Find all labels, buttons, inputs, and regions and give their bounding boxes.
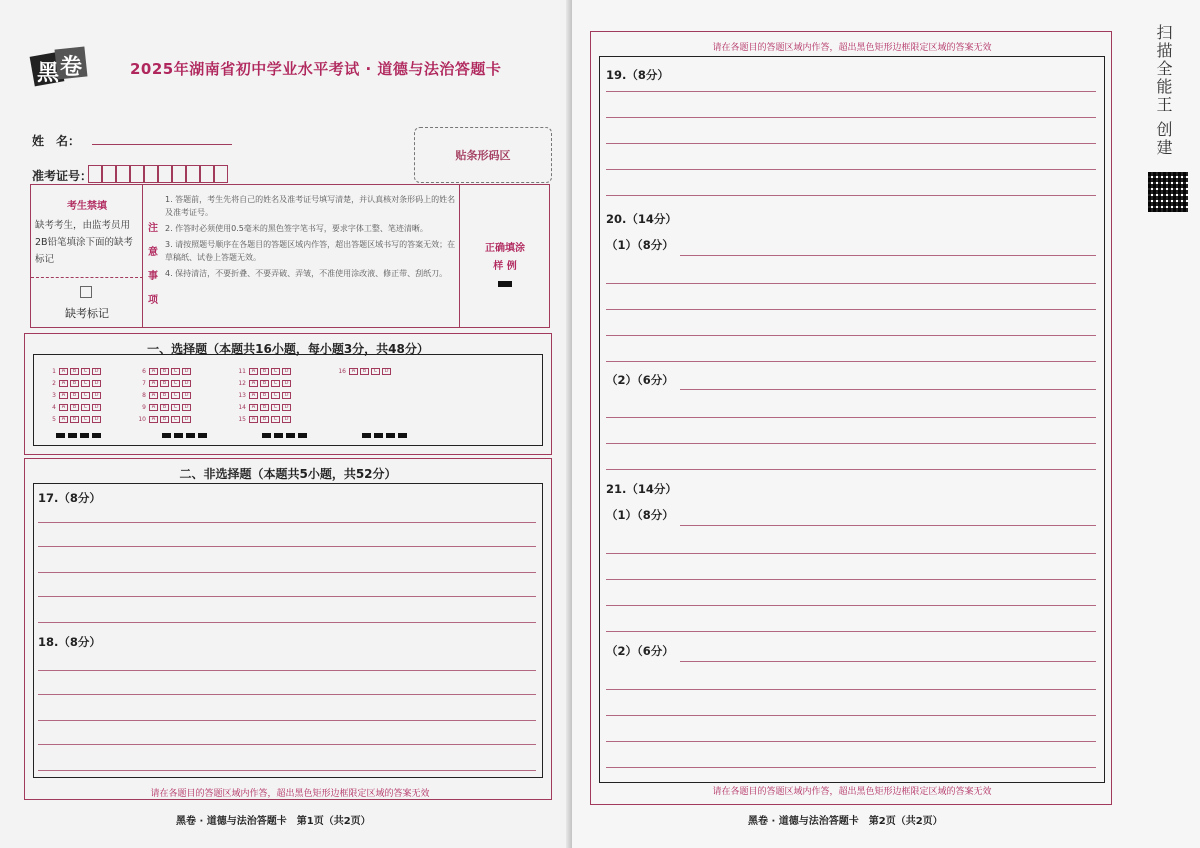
option-bubble[interactable]: B xyxy=(260,392,269,399)
timing-mark xyxy=(92,433,101,438)
answer-area-17-18[interactable] xyxy=(33,483,543,778)
question-number: 3 xyxy=(52,392,56,399)
answer-line xyxy=(606,117,1096,118)
choice-row[interactable] xyxy=(44,379,103,388)
timing-mark xyxy=(56,433,65,438)
timing-mark xyxy=(198,433,207,438)
q20-label: 20.（14分） xyxy=(606,212,677,226)
answer-line xyxy=(680,389,1096,390)
answer-line xyxy=(606,335,1096,336)
barcode-area: 贴条形码区 xyxy=(414,127,552,183)
candidate-heading: 考生禁填 xyxy=(67,201,107,212)
timing-mark xyxy=(374,433,383,438)
answer-line xyxy=(606,767,1096,768)
option-bubble[interactable]: D xyxy=(182,368,191,375)
option-bubble[interactable]: D xyxy=(182,416,191,423)
timing-mark xyxy=(162,433,171,438)
section2-title: 二、非选择题（本题共5小题，共52分） xyxy=(179,467,397,481)
exam-id-boxes[interactable] xyxy=(88,165,238,183)
question-number: 14 xyxy=(238,404,246,411)
option-bubble[interactable]: D xyxy=(182,392,191,399)
choice-row[interactable] xyxy=(134,415,193,424)
question-number: 8 xyxy=(142,392,146,399)
option-bubble[interactable]: B xyxy=(160,404,169,411)
section-nonchoice xyxy=(24,458,552,800)
choice-row[interactable] xyxy=(234,367,293,376)
answer-line xyxy=(606,169,1096,170)
question-number: 16 xyxy=(338,368,346,375)
q20-2-label: （2）（6分） xyxy=(606,373,674,387)
question-number: 13 xyxy=(238,392,246,399)
answer-line xyxy=(38,572,536,573)
option-bubble[interactable]: B xyxy=(70,368,79,375)
option-bubble[interactable]: A xyxy=(59,380,68,387)
timing-mark xyxy=(298,433,307,438)
page-footer: 黑卷 · 道德与法治答题卡 第1页（共2页） xyxy=(176,816,371,827)
choice-row[interactable] xyxy=(44,403,103,412)
top-warning: 请在各题目的答题区域内作答，超出黑色矩形边框限定区域的答案无效 xyxy=(712,43,992,53)
option-bubble[interactable]: B xyxy=(260,404,269,411)
q17-label: 17.（8分） xyxy=(38,491,101,505)
option-bubble[interactable]: C xyxy=(81,416,90,423)
option-bubble[interactable]: A xyxy=(149,416,158,423)
choice-row[interactable] xyxy=(334,367,393,376)
name-label: 姓 名： xyxy=(32,134,81,148)
answer-line xyxy=(680,525,1096,526)
option-bubble[interactable]: D xyxy=(92,392,101,399)
option-bubble[interactable]: C xyxy=(171,380,180,387)
timing-mark xyxy=(262,433,271,438)
answer-line xyxy=(606,91,1096,92)
choice-row[interactable] xyxy=(134,391,193,400)
choice-row[interactable] xyxy=(134,403,193,412)
option-bubble[interactable]: D xyxy=(282,392,291,399)
option-bubble[interactable]: A xyxy=(349,368,358,375)
notice-list xyxy=(165,193,457,280)
q21-1-label: （1）（8分） xyxy=(606,508,674,522)
choice-row[interactable] xyxy=(44,391,103,400)
question-number: 15 xyxy=(238,416,246,423)
notice-item: 3. 请按照题号顺序在各题目的答题区域内作答，超出答题区域书写的答案无效；在草稿纸、试卷上答题无效。 xyxy=(165,240,456,262)
fill-sample-label: 正确填涂 xyxy=(485,243,525,254)
answer-line xyxy=(606,689,1096,690)
fill-sample-label2: 样 例 xyxy=(493,261,517,272)
option-bubble[interactable]: B xyxy=(70,380,79,387)
option-bubble[interactable]: C xyxy=(81,368,90,375)
question-number: 12 xyxy=(238,380,246,387)
answer-line xyxy=(606,605,1096,606)
choice-row[interactable] xyxy=(44,415,103,424)
question-number: 2 xyxy=(52,380,56,387)
option-bubble[interactable]: C xyxy=(271,416,280,423)
option-bubble[interactable]: B xyxy=(160,368,169,375)
option-bubble[interactable]: B xyxy=(260,416,269,423)
answer-line xyxy=(38,522,536,523)
notice-item: 4. 保持清洁，不要折叠、不要弄破、弄皱，不准使用涂改液、修正带、刮纸刀。 xyxy=(165,269,448,278)
timing-mark xyxy=(68,433,77,438)
option-bubble[interactable]: D xyxy=(92,368,101,375)
option-bubble[interactable]: B xyxy=(160,416,169,423)
bottom-warning: 请在各题目的答题区域内作答，超出黑色矩形边框限定区域的答案无效 xyxy=(150,789,430,799)
notice-item: 1. 答题前，考生先将自己的姓名及准考证号填写清楚，并认真核对条形码上的姓名及准考证号。 xyxy=(165,195,456,217)
name-field[interactable] xyxy=(92,144,232,145)
option-bubble[interactable]: A xyxy=(59,392,68,399)
option-bubble[interactable]: B xyxy=(360,368,369,375)
option-bubble[interactable]: B xyxy=(70,392,79,399)
answer-line xyxy=(606,361,1096,362)
choice-row[interactable] xyxy=(234,391,293,400)
answer-line xyxy=(38,622,536,623)
choice-row[interactable] xyxy=(134,367,193,376)
scanner-watermark: 扫描全能王 创建 xyxy=(1154,24,1173,158)
option-bubble[interactable]: C xyxy=(171,404,180,411)
option-bubble[interactable]: C xyxy=(371,368,380,375)
option-bubble[interactable]: A xyxy=(149,404,158,411)
answer-sheet-page-1 xyxy=(0,0,580,848)
option-bubble[interactable]: B xyxy=(160,392,169,399)
bubble-grid xyxy=(33,354,543,446)
timing-mark xyxy=(386,433,395,438)
option-bubble[interactable]: D xyxy=(282,404,291,411)
option-bubble[interactable]: D xyxy=(92,380,101,387)
answer-line xyxy=(606,741,1096,742)
answer-line xyxy=(606,143,1096,144)
option-bubble[interactable]: A xyxy=(59,368,68,375)
option-bubble[interactable]: B xyxy=(160,380,169,387)
answer-line xyxy=(38,720,536,721)
brand-logo: 黑 卷 xyxy=(32,48,88,88)
option-bubble[interactable]: C xyxy=(171,392,180,399)
choice-row[interactable] xyxy=(234,415,293,424)
timing-mark xyxy=(174,433,183,438)
answer-line xyxy=(38,744,536,745)
q18-label: 18.（8分） xyxy=(38,635,101,649)
option-bubble[interactable]: A xyxy=(149,380,158,387)
section-choice xyxy=(24,333,552,455)
option-bubble[interactable]: D xyxy=(282,416,291,423)
option-bubble[interactable]: C xyxy=(171,368,180,375)
answer-line xyxy=(38,694,536,695)
answer-area-19-21[interactable] xyxy=(599,56,1105,783)
timing-mark xyxy=(286,433,295,438)
q19-label: 19.（8分） xyxy=(606,68,669,82)
absent-checkbox[interactable] xyxy=(80,286,92,298)
option-bubble[interactable]: D xyxy=(92,416,101,423)
answer-line xyxy=(38,596,536,597)
option-bubble[interactable]: A xyxy=(59,416,68,423)
option-bubble[interactable]: C xyxy=(271,392,280,399)
answer-line xyxy=(606,579,1096,580)
absent-label: 缺考标记 xyxy=(65,307,109,320)
question-number: 11 xyxy=(238,368,246,375)
notice-vertical-label: 注 意 事 项 xyxy=(148,223,158,306)
answer-line xyxy=(606,417,1096,418)
timing-mark xyxy=(186,433,195,438)
answer-line xyxy=(38,770,536,771)
notice-item: 2. 作答时必须使用0.5毫米的黑色签字笔书写，要求字体工整、笔迹清晰。 xyxy=(165,224,428,233)
option-bubble[interactable]: D xyxy=(92,404,101,411)
section1-title: 一、选择题（本题共16小题，每小题3分，共48分） xyxy=(147,342,429,356)
candidate-box xyxy=(31,185,143,327)
choice-row[interactable] xyxy=(234,403,293,412)
timing-mark xyxy=(80,433,89,438)
filled-bubble-sample xyxy=(498,281,512,287)
answer-line xyxy=(680,661,1096,662)
timing-mark xyxy=(362,433,371,438)
option-bubble[interactable]: D xyxy=(382,368,391,375)
answer-sheet-page-2 xyxy=(572,0,1200,848)
choice-row[interactable] xyxy=(234,379,293,388)
option-bubble[interactable]: B xyxy=(70,416,79,423)
option-bubble[interactable]: C xyxy=(81,404,90,411)
question-number: 7 xyxy=(142,380,146,387)
question-number: 1 xyxy=(52,368,56,375)
bottom-warning-right: 请在各题目的答题区域内作答，超出黑色矩形边框限定区域的答案无效 xyxy=(712,787,992,797)
option-bubble[interactable]: D xyxy=(182,404,191,411)
timing-mark xyxy=(398,433,407,438)
exam-id-label: 准考证号： xyxy=(32,169,93,183)
choice-row[interactable] xyxy=(44,367,103,376)
question-number: 6 xyxy=(142,368,146,375)
option-bubble[interactable]: D xyxy=(282,380,291,387)
q20-1-label: （1）（8分） xyxy=(606,238,674,252)
answer-line xyxy=(606,469,1096,470)
question-number: 4 xyxy=(52,404,56,411)
option-bubble[interactable]: A xyxy=(249,380,258,387)
right-outer-frame xyxy=(590,31,1112,805)
option-bubble[interactable]: A xyxy=(149,392,158,399)
candidate-instruction: 缺考考生，由监考员用2B铅笔填涂下面的缺考标记 xyxy=(35,220,134,265)
question-number: 10 xyxy=(138,416,146,423)
option-bubble[interactable]: A xyxy=(249,404,258,411)
option-bubble[interactable]: A xyxy=(59,404,68,411)
option-bubble[interactable]: D xyxy=(282,368,291,375)
option-bubble[interactable]: C xyxy=(171,416,180,423)
answer-line xyxy=(606,443,1096,444)
timing-mark xyxy=(274,433,283,438)
option-bubble[interactable]: A xyxy=(249,392,258,399)
option-bubble[interactable]: B xyxy=(260,368,269,375)
answer-line xyxy=(606,715,1096,716)
option-bubble[interactable]: C xyxy=(271,368,280,375)
answer-line xyxy=(606,309,1096,310)
option-bubble[interactable]: B xyxy=(70,404,79,411)
answer-line xyxy=(38,546,536,547)
option-bubble[interactable]: B xyxy=(260,380,269,387)
page-title: 2025年湖南省初中学业水平考试 · 道德与法治答题卡 xyxy=(130,60,502,78)
answer-line xyxy=(606,195,1096,196)
candidate-info-table xyxy=(30,184,550,328)
choice-row[interactable] xyxy=(134,379,193,388)
option-bubble[interactable]: C xyxy=(271,380,280,387)
answer-line xyxy=(680,255,1096,256)
option-bubble[interactable]: C xyxy=(271,404,280,411)
option-bubble[interactable]: D xyxy=(182,380,191,387)
option-bubble[interactable]: C xyxy=(81,380,90,387)
q21-label: 21.（14分） xyxy=(606,482,677,496)
option-bubble[interactable]: A xyxy=(149,368,158,375)
question-number: 9 xyxy=(142,404,146,411)
answer-line xyxy=(606,283,1096,284)
option-bubble[interactable]: A xyxy=(249,416,258,423)
option-bubble[interactable]: A xyxy=(249,368,258,375)
question-number: 5 xyxy=(52,416,56,423)
page-footer-right: 黑卷 · 道德与法治答题卡 第2页（共2页） xyxy=(748,816,943,827)
q21-2-label: （2）（6分） xyxy=(606,644,674,658)
answer-line xyxy=(38,670,536,671)
answer-line xyxy=(606,631,1096,632)
option-bubble[interactable]: C xyxy=(81,392,90,399)
answer-line xyxy=(606,553,1096,554)
fill-sample-box xyxy=(459,185,549,327)
qr-code-icon xyxy=(1148,172,1188,212)
